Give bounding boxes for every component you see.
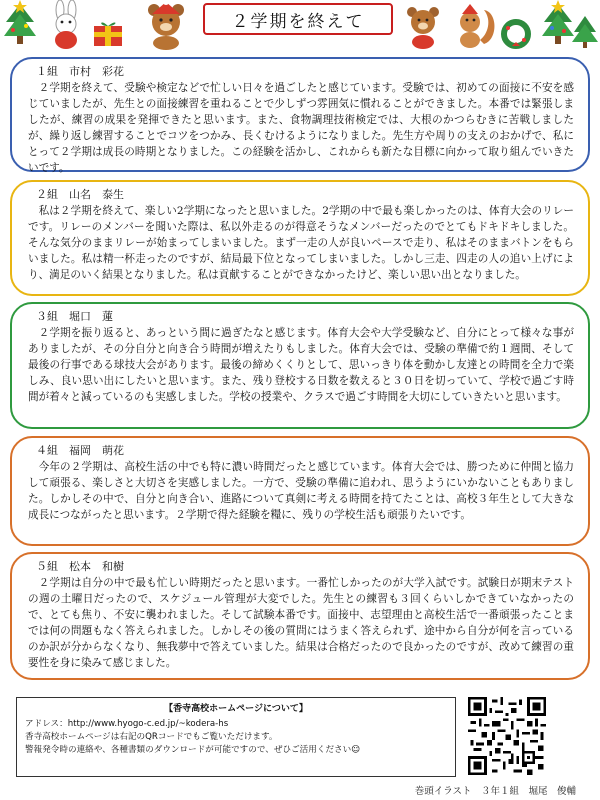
wreath-icon bbox=[500, 18, 532, 50]
class-1-entry bbox=[10, 57, 590, 172]
christmas-tree-icon bbox=[572, 14, 598, 50]
homepage-info-box bbox=[16, 697, 456, 777]
gift-box-icon bbox=[92, 18, 124, 48]
entry-text: 今年の２学期は、高校生活の中でも特に濃い時間だったと感じています。体育大会では、勝つために仲間と協力して頑張る、楽しさと大切さを実感しました。一方で、受験の準備に追われ、思うようにいかないこともありました。しかしその中で、自分と向き合い、進路について真剣に考える時間を持てたことは、高校３年生として大きな成長につながったと思います。２学期で得た経験を糧に、残りの学校生活も頑張りたいです。 bbox=[28, 461, 574, 521]
student-name: ２組 山名 泰生 bbox=[36, 188, 124, 201]
christmas-tree-icon bbox=[540, 0, 576, 50]
entry-text: 私は２学期を終えて、楽しい2学期になったと思いました。2学期の中で最も楽しかったのは、体育大会のリレーです。リレーのメンバーを聞いた際は、私以外走るのが得意そうなメンバーだったのでとてもドキドキしました。そんな気分のままリレーが始まってしまいました。まず一走の人が良いペースで走り、私はそのままバトンをもらいました。私は精一杯走ったのですが、結局最下位となってしまいました。しかし三走、四走の人の追い上げにより、満足のいく結果となりました。私は貢献することができなかったけど、楽しい思い出となりました。 bbox=[28, 205, 574, 281]
homepage-address-link[interactable]: アドレス：http://www.hyogo-c.ed.jp/~kodera-hs bbox=[25, 719, 229, 729]
illustration-credit: 巻頭イラスト ３年１組 堀尾 俊輔 bbox=[414, 786, 576, 797]
class-2-entry bbox=[10, 180, 590, 296]
info-title: 【香寺高校ホームページについて】 bbox=[164, 704, 308, 714]
page-title: ２学期を終えて bbox=[203, 3, 393, 35]
bear-icon bbox=[400, 0, 446, 50]
header bbox=[0, 0, 600, 50]
student-name: １組 市村 彩花 bbox=[36, 65, 124, 78]
squirrel-icon bbox=[450, 0, 498, 50]
info-line: 警報発令時の連絡や、各種書類のダウンロードが可能ですので、ぜひご活用ください☺ bbox=[25, 745, 361, 755]
bear-icon bbox=[136, 0, 196, 50]
entry-text: ２学期を振り返ると、あっという間に過ぎたなと感じます。体育大会や大学受験など、自分にとって様々な事がありましたが、その分自分と向き合う時間が増えたりもしました。体育大会では、受験の準備で約１週間、そして最後の行事である球技大会があります。最後の締めくくりとして、思いっきり体を動かし友達との時間を全力で楽しみ、良い思い出にしたいと思います。また、残り登校する日数を数えると３０日を切っていて、学校で過ごす時間が着々と減っているのも実感しました。学校の授業や、クラスで過ごす時間を大切にしていきたいと思います。 bbox=[28, 327, 574, 403]
qr-code-icon[interactable] bbox=[468, 697, 546, 775]
entry-text: ２学期は自分の中で最も忙しい時期だったと思います。一番忙しかったのが大学入試です。試験日が期末テストの週の土曜日だったので、スケジュール管理が大変でした。先生との練習も３回くらいしかできていなかったので、とても焦り、不安に襲われました。そして試験本番です。面接中、志望理由と高校生活で一番頑張ったことまでは何の問題もなく答えられました。しかしその後の質問にはうまく答えられず、途中から自分が何を言っているのか訳が分からなくなり、無我夢中で答えていました。結果は合格だったので良かったのですが、改めて練習の重要性を身に染みて感じました。 bbox=[28, 577, 574, 669]
entry-text: ２学期を終えて、受験や検定などで忙しい日々を過ごしたと感じています。受験では、初めての面接に不安を感じていましたが、先生との面接練習を重ねることで少しずつ雰囲気に慣れることができました。本番では緊張しましたが、練習の成果を発揮できたと思います。また、食物調理技術検定では、大根のかつらむきに苦戦しましたが、繰り返し練習することでコツをつかみ、長くむけるようになりました。先生方や周りの支えのおかげで、私にとって２学期は成長の時期となりました。この経験を活かし、これからも新たな目標に向かって取り組んでいきたいです。 bbox=[28, 82, 574, 174]
student-name: ５組 松本 和樹 bbox=[36, 560, 124, 573]
class-3-entry bbox=[10, 302, 590, 429]
christmas-tree-icon bbox=[2, 0, 38, 50]
rabbit-icon bbox=[42, 0, 92, 50]
info-line: 香寺高校ホームページは右記のQRコードでもご覧いただけます。 bbox=[25, 732, 278, 742]
student-name: ３組 堀口 蓮 bbox=[36, 310, 113, 323]
class-5-entry bbox=[10, 552, 590, 680]
student-name: ４組 福岡 萌花 bbox=[36, 444, 124, 457]
class-4-entry bbox=[10, 436, 590, 546]
